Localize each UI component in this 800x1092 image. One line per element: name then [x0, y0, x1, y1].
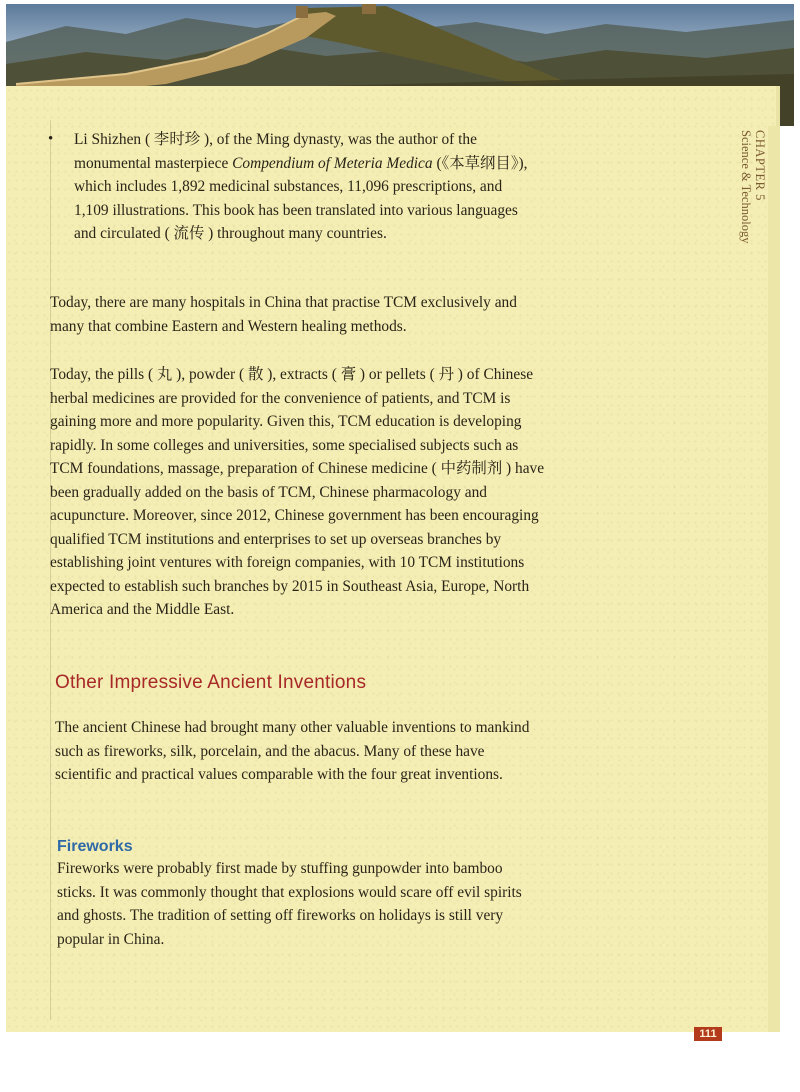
paragraph-inventions: The ancient Chinese had brought many other valuable inventions to mankind such as fireworks, silk, porcelain, and the abacus. Many of these have scientific and practical values comparable with the four great inventions.: [55, 719, 530, 783]
section-heading: Other Impressive Ancient Inventions: [55, 672, 367, 693]
page-number: 111: [694, 1027, 722, 1041]
bullet-text-part-1: Li Shizhen ( 李时珍 ), of the Ming dynasty, was the author of the monumental masterpiece: [74, 131, 477, 172]
page-edge: [768, 126, 780, 1032]
chapter-label: CHAPTER 5: [753, 130, 767, 201]
bullet-text-part-2: (《本草纲目》), which includes 1,892 medicinal substances, 11,096 prescriptions, and 1,109 illustrations. This book has been translated into various languages and circulated ( 流传 ) throughout many countries.: [74, 154, 528, 242]
bullet-list-item: [48, 128, 528, 246]
paragraph-tcm-education: Today, the pills ( 丸 ), powder ( 散 ), extracts ( 膏 ) or pellets ( 丹 ) of Chinese herbal medicines are provided for the convenience of patients, and TCM is gaining more and more popularity. Given this, TCM education is developing rapidly. In some colleges and universities, some specialised subjects such as TCM foundations, massage, preparation of Chinese medicine ( 中药制剂 ) have been gradually added on the basis of TCM, Chinese pharmacology and acupuncture. Moreover, since 2012, Chinese government has been encouraging qualified TCM institutions and enterprises to set up overseas branches by establishing joint ventures with foreign companies, with 10 TCM institutions expected to establish such branches by 2015 in Southeast Asia, Europe, North America and the Middle East.: [50, 366, 545, 618]
paragraph-hospitals: Today, there are many hospitals in China that practise TCM exclusively and many that combine Eastern and Western healing methods.: [50, 294, 517, 335]
chapter-side-tab: [733, 130, 767, 260]
paragraph-fireworks: Fireworks were probably first made by stuffing gunpowder into bamboo sticks. It was commonly thought that explosions would scare off evil spirits and ghosts. The tradition of setting off fireworks on holidays is still very popular in China.: [57, 860, 522, 948]
bullet-icon: •: [48, 131, 54, 147]
book-title: Compendium of Meteria Medica: [232, 154, 433, 172]
chapter-topic: Science & Technology: [739, 130, 753, 244]
subsection-heading: Fireworks: [57, 838, 133, 855]
bullet-text: [48, 128, 528, 246]
